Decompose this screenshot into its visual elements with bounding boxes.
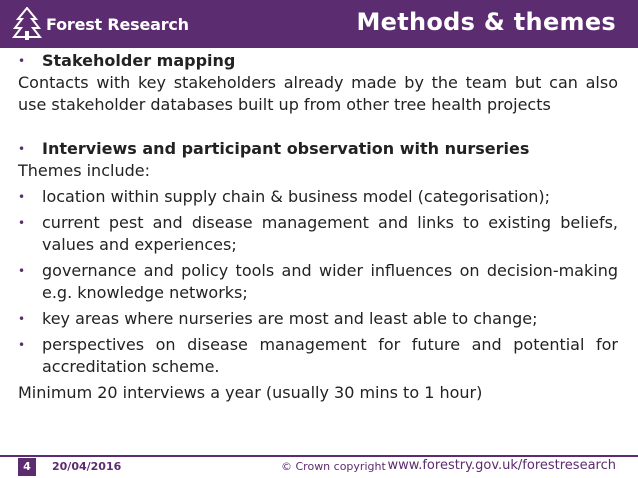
slide-body	[18, 50, 618, 404]
heading-text: Stakeholder mapping	[42, 51, 236, 70]
copyright-notice: © Crown copyright	[281, 460, 386, 473]
theme-item	[18, 334, 618, 378]
bullet: •	[18, 338, 26, 352]
bullet: •	[18, 312, 26, 326]
closing-note: Minimum 20 interviews a year (usually 30 mins to 1 hour)	[18, 383, 483, 402]
section-heading-interviews	[18, 138, 618, 160]
theme-text: current pest and disease management and links to existing beliefs, values and experiences;	[42, 213, 618, 254]
slide-title: Methods & themes	[356, 8, 616, 36]
footer-divider	[0, 455, 638, 457]
bullet: •	[18, 264, 26, 278]
bullet: •	[18, 142, 26, 156]
theme-item	[18, 308, 618, 330]
theme-text: governance and policy tools and wider influences on decision-making e.g. knowledge networks;	[42, 261, 618, 302]
theme-item	[18, 212, 618, 256]
page-number: 4	[18, 458, 36, 476]
bullet: •	[18, 216, 26, 230]
forest-research-logo	[12, 6, 189, 42]
theme-item	[18, 260, 618, 304]
theme-item	[18, 186, 618, 208]
bullet: •	[18, 190, 26, 204]
theme-text: perspectives on disease management for future and potential for accreditation scheme.	[42, 335, 618, 376]
stakeholder-description: Contacts with key stakeholders already made by the team but can also use stakeholder databases built up from other tree health projects	[18, 73, 618, 114]
theme-text: location within supply chain & business model (categorisation);	[42, 187, 551, 206]
slide-header	[0, 0, 638, 48]
section-heading-stakeholder	[18, 50, 618, 72]
slide-date: 20/04/2016	[52, 460, 122, 473]
bullet: •	[18, 54, 26, 68]
heading-text: Interviews and participant observation with nurseries	[42, 139, 530, 158]
logo-text: Forest Research	[46, 14, 189, 34]
themes-intro: Themes include:	[18, 161, 150, 180]
website-url: www.forestry.gov.uk/forestresearch	[387, 458, 616, 473]
theme-text: key areas where nurseries are most and least able to change;	[42, 309, 538, 328]
tree-logo-icon	[12, 7, 42, 41]
